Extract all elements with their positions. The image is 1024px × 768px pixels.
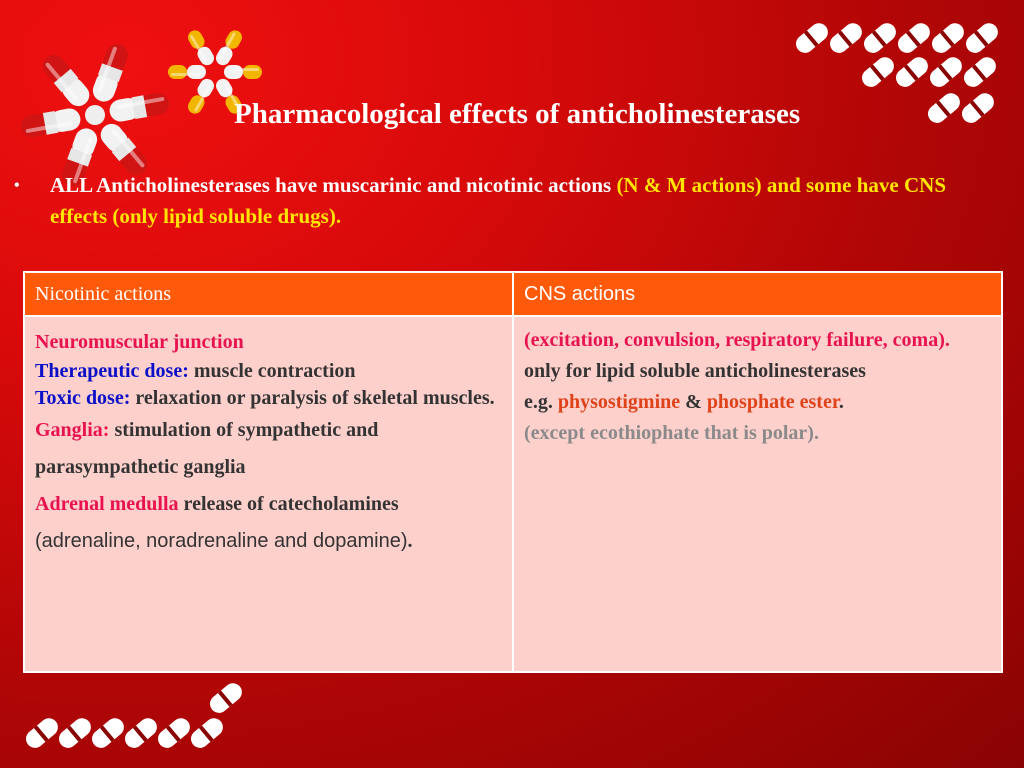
ganglia-line [35, 412, 502, 486]
drug-physostigmine: physostigmine [557, 391, 681, 413]
toxic-text: relaxation or paralysis of skeletal muscles. [130, 387, 495, 409]
therapeutic-label: Therapeutic dose: [35, 360, 189, 382]
cns-lipid-note: only for lipid soluble anticholinesterases [524, 360, 866, 382]
drug-phosphate-ester: phosphate ester [706, 391, 839, 413]
capsule-cluster-red [19, 41, 171, 189]
effects-table [23, 271, 1003, 673]
ganglia-text: stimulation of sympathetic and parasympathetic ganglia [35, 419, 379, 478]
header-nicotinic-actions: Nicotinic actions [24, 272, 513, 316]
bullet-text [50, 170, 990, 232]
cns-effects: (excitation, convulsion, respiratory failure, coma). [524, 329, 950, 351]
toxic-dose-line [35, 385, 502, 412]
bullet-text-main: ALL Anticholinesterases have muscarinic and nicotinic actions [50, 173, 617, 197]
eg-prefix: e.g. [524, 391, 558, 413]
ganglia-label: Ganglia: [35, 419, 110, 441]
nmj-title: Neuromuscular junction [35, 331, 244, 353]
drug-period: . [838, 391, 844, 413]
header-cns-actions: CNS actions [513, 272, 1002, 316]
adrenal-label: Adrenal medulla [35, 493, 179, 515]
bullet-text-highlight: (N & M actions) and some have CNS effects (only lipid soluble drugs). [50, 173, 947, 228]
nicotinic-actions-cell [24, 316, 513, 672]
slide-title: Pharmacological effects of anticholinesterases [234, 98, 801, 130]
cns-exception: (except ecothiophate that is polar). [524, 422, 819, 444]
therapeutic-dose-line [35, 358, 502, 385]
adrenal-end: . [407, 530, 413, 552]
drug-ampersand: & [680, 391, 707, 413]
cns-actions-cell [513, 316, 1002, 672]
table-header-row [24, 272, 1002, 316]
capsule-row-bottom-left [22, 680, 245, 752]
adrenal-hormones: (adrenaline, noradrenaline and dopamine) [35, 530, 408, 552]
therapeutic-text: muscle contraction [188, 360, 356, 382]
toxic-label: Toxic dose: [35, 387, 131, 409]
adrenal-text: release of catecholamines [178, 493, 399, 515]
table-body-row [24, 316, 1002, 672]
cns-example-line [524, 387, 991, 418]
adrenal-line [35, 486, 502, 560]
bullet-marker: • [14, 177, 20, 194]
